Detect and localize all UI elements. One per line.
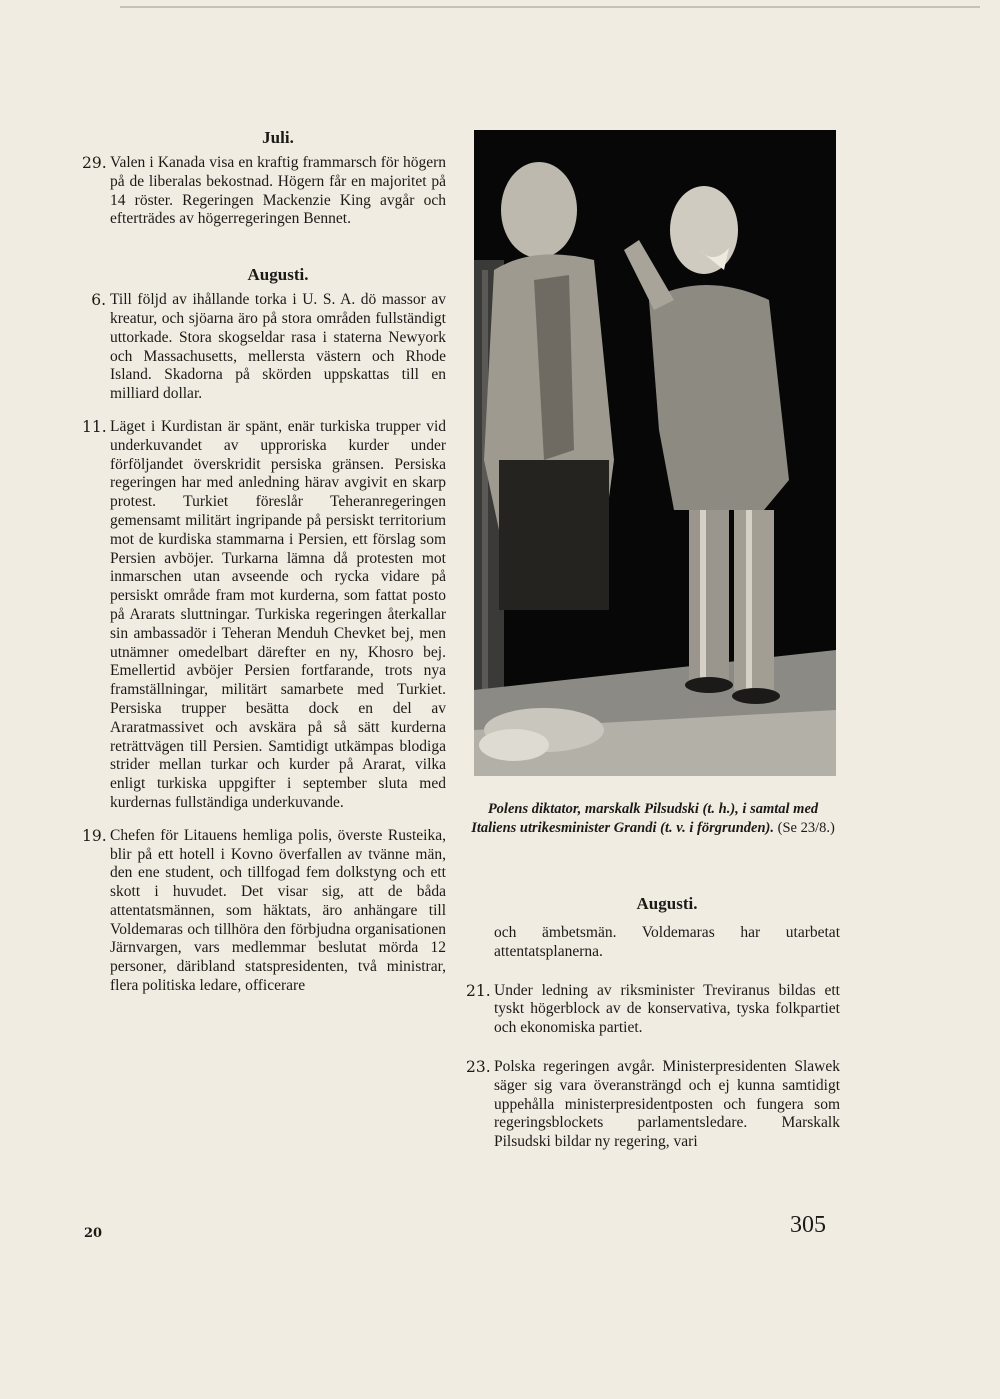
entry-text: Polska regeringen avgår. Ministerpresidenten Slawek säger sig vara överansträngd och ej kunna samtidigt uppehålla ministerpresidentposten och fungera som regeringsblockets parlamentsledare. Marskalk Pilsudski bildar ny regering, vari <box>494 1057 840 1151</box>
continuation-text: och ämbetsmän. Voldemaras har utarbetat attentatsplanerna. <box>494 924 840 960</box>
entry-day: 11. <box>82 417 107 436</box>
entry-text: Chefen för Litauens hemliga polis, överste Rusteika, blir på ett hotell i Kovno överfallen av tvänne män, den ene student, och tillfogad fem dolkstyng och ett skott i huvudet. Det visar sig, att de båda attentatsmännen, som häktats, äro anhängare till Voldemaras och tillhöra den förbjudna organisationen Järnvargen, vars medlemmar beslutat mörda 12 personer, däribland statspresidenten, två ministrar, flera politiska ledare, officerare <box>110 826 446 995</box>
entry-aug-11 <box>82 418 446 813</box>
photo-pilsudski-grandi <box>474 130 836 776</box>
entry-day: 6. <box>91 291 106 310</box>
entry-juli-29 <box>82 154 446 229</box>
caption-reference: (Se 23/8.) <box>777 820 835 836</box>
entry-aug-23 <box>466 1058 840 1152</box>
entry-aug-21 <box>466 982 840 1038</box>
signature-mark: 20 <box>84 1226 103 1241</box>
photo-caption <box>466 800 840 838</box>
entry-day: 21. <box>466 981 491 1000</box>
right-column <box>466 894 840 1152</box>
entry-aug-19 <box>82 827 446 996</box>
heading-augusti-right: Augusti. <box>636 894 698 913</box>
heading-augusti-left: Augusti. <box>247 265 309 285</box>
page-number: 305 <box>790 1212 826 1238</box>
heading-juli: Juli. <box>262 128 294 147</box>
entry-text: Under ledning av riksminister Treviranus bildas ett tyskt högerblock av de konservativa, tyska folkpartiet och ekonomiska partiet. <box>494 981 840 1037</box>
photo-illustration <box>474 130 836 776</box>
entry-day: 29. <box>82 154 107 172</box>
entry-day: 19. <box>82 826 107 845</box>
entry-text: Till följd av ihållande torka i U. S. A. dö massor av kreatur, och sjöarna äro på stora områden fullständigt uttorkade. Stora skogseldar rasa i staterna Newyork och Massachusetts, mellersta västern och Rhode Island. Skadorna på skörden uppskattas till en milliard dollar. <box>110 291 446 403</box>
entry-text: Valen i Kanada visa en kraftig frammarsch för högern på de liberalas bekostnad. Högern får en majoritet på 14 röster. Regeringen Mackenzie King avgår och efterträdes av högerregeringen Bennet. <box>110 154 446 228</box>
entry-aug-6 <box>82 291 446 404</box>
entry-text: Läget i Kurdistan är spänt, enär turkiska trupper vid underkuvandet av upproriska kurder under förföljandet överskridit persiska gränsen. Persiska regeringen har med anledning härav avgivit en skarp protest. Turkiet föreslår Teheranregeringen gemensamt militärt ingripande på persiskt territorium mot de kurdiska stammarna i Persien, ett förslag som Persien avböjer. Turkarna lämna då protesten mot inmarschen utan avseende och rycka vidare på persiskt område fram mot kurderna, som fattat posto på Ararats sluttningar. Turkiska regeringen återkallar sin ambassadör i Teheran Menduh Chevket bej, men utnämner omedelbart därefter en ny, Khosro bej. Emellertid avböjer Persien fortfarande, trots nya framställningar, militärt samarbete med Turkiet. Persiska trupper besätta dock en del av Araratmassivet och avskära på så sätt kurderna reträttvägen till Persien. Samtidigt utkämpas blodiga strider mellan turkar och kurder på Ararat, vilka enligt turkiska uppgifter i september sluta med kurdernas fullständiga underkuvande. <box>110 417 446 811</box>
left-column <box>82 128 446 996</box>
caption-text: Polens diktator, marskalk Pilsudski (t. h.), i samtal med Italiens utrikesminister Grandi (t. v. i förgrunden). <box>471 801 819 836</box>
entry-day: 23. <box>466 1057 491 1076</box>
top-rule <box>120 6 980 8</box>
